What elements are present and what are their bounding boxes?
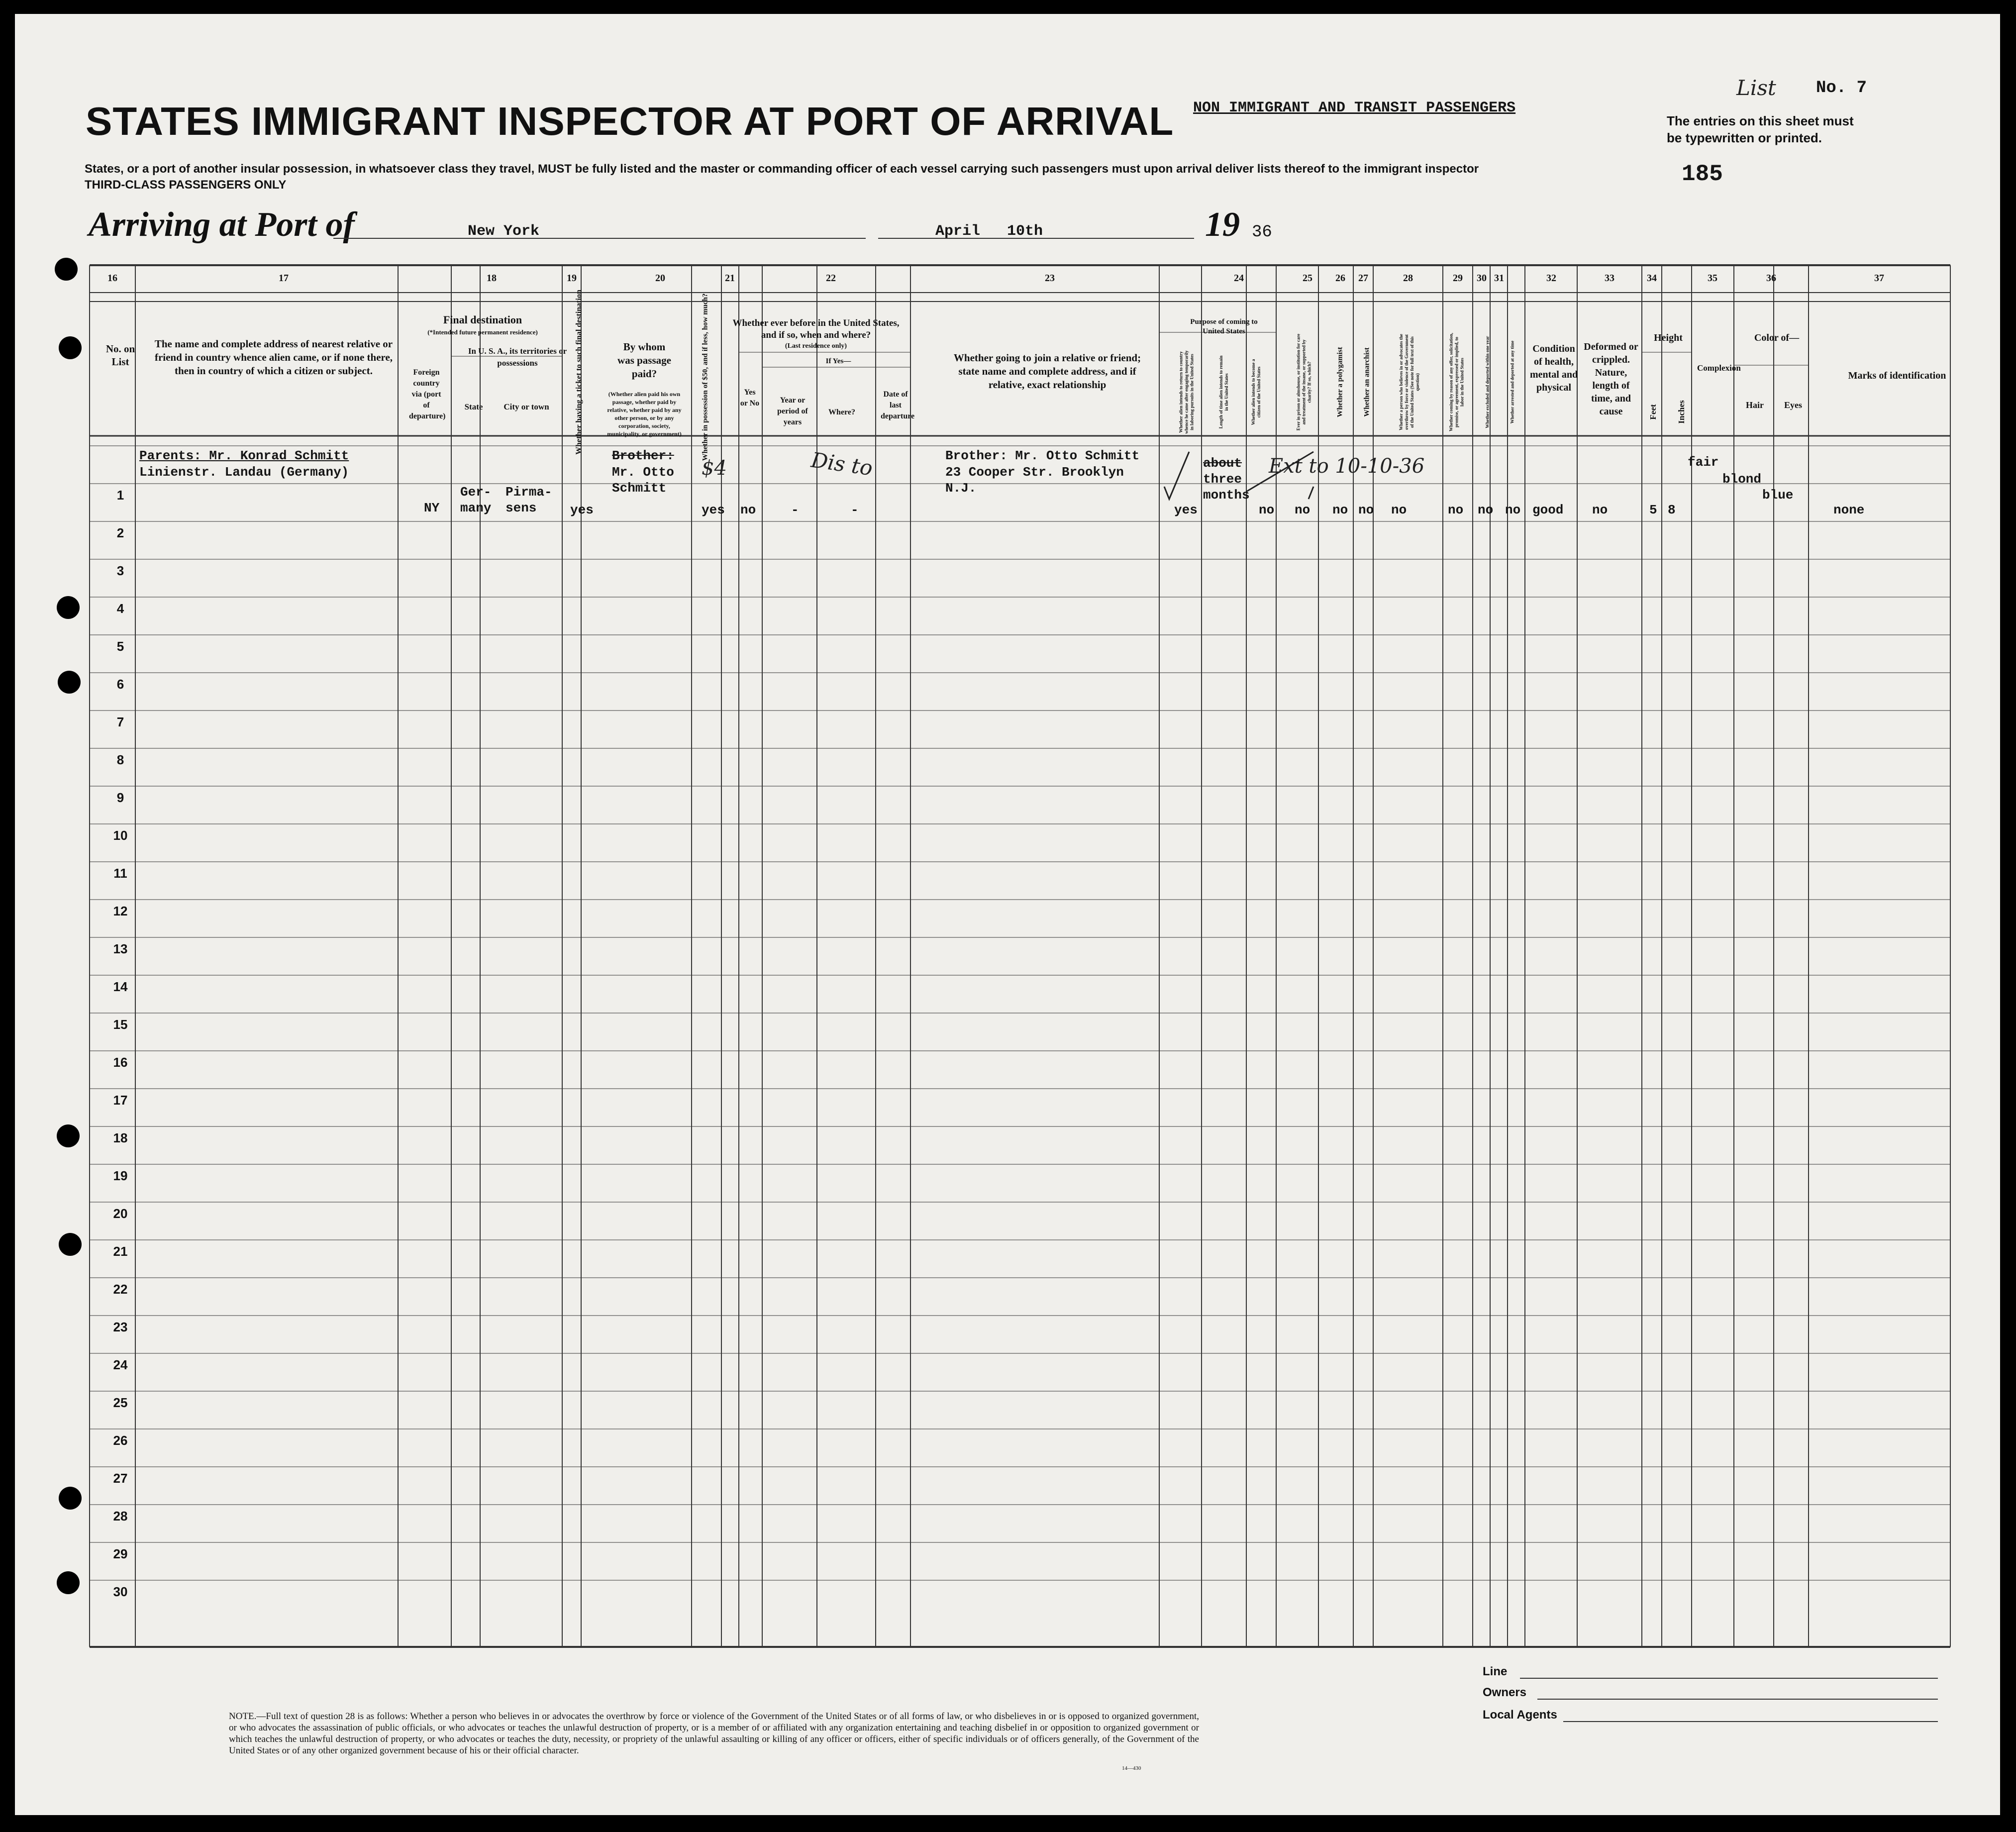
line-underline (1520, 1678, 1938, 1679)
header-feet: Feet (1648, 404, 1658, 420)
row-number: 9 (116, 790, 124, 805)
entry-city-line2: sens (505, 501, 537, 515)
header-q29: Whether coming by reason of any offer, solicitation, promise, or agreement, expressed or implied, to labor in the United States (1448, 332, 1465, 432)
row-number: 20 (113, 1206, 128, 1221)
form-number: 14—430 (1122, 1765, 1141, 1771)
column-number: 23 (1045, 273, 1055, 284)
header-if-yes: If Yes— (825, 357, 851, 365)
header-purpose-length: Length of time alien intends to remain in the United States (1218, 355, 1229, 429)
entry-eyes: blue (1762, 488, 1794, 503)
year-suffix: 36 (1252, 223, 1272, 242)
row-number: 15 (113, 1017, 128, 1032)
header-anarchist: Whether an anarchist (1363, 347, 1371, 417)
entry-length-line1: about (1203, 456, 1242, 471)
header-no-on-list: No. on List (105, 343, 135, 368)
column-number: 16 (107, 273, 117, 284)
entry-year-period: - (791, 503, 799, 517)
column-number: 18 (487, 273, 497, 284)
header-date-departure: Date of last departure (881, 390, 915, 420)
header-color-of: Color of— (1754, 332, 1800, 343)
port-value: New York (468, 223, 540, 240)
column-number: 26 (1335, 273, 1345, 284)
punch-hole (55, 258, 78, 281)
column-number: 22 (826, 273, 836, 284)
column-number: 19 (567, 273, 577, 284)
entry-join-line2: 23 Cooper Str. Brooklyn (945, 465, 1124, 480)
entry-q30: no (1478, 503, 1494, 517)
entry-foreign-country: NY (424, 501, 440, 515)
row-number: 29 (113, 1546, 128, 1561)
entry-polygamist: no (1332, 503, 1348, 517)
footer-note: NOTE.—Full text of question 28 is as follows: Whether a person who believes in or advocates the overthrow by force or violence of the Government of the United States or of all forms of law, or who disbelieves in or is opposed to organized government, or who advocates the assassination of public officials, or who advocates or teaches the unlawful destruction of property, or is a member of or affiliated with any organization entertaining and teaching disbelief in or opposition to organized government or which teaches the unlawful destruction of property, or who advocates or teaches the duty, necessity, or propriety of the unlawful assaulting or killing of any officer or officers, either of specific individuals or of officers generally, of the Government of the United States or of any other organized government because of his or their official character. (229, 1711, 1199, 1756)
agents-label: Local Agents (1483, 1708, 1557, 1722)
punch-hole (57, 596, 80, 619)
entry-join-line3: N.J. (945, 481, 977, 496)
entry-relative-line1: Parents: Mr. Konrad Schmitt (139, 448, 349, 463)
header-eyes: Eyes (1784, 400, 1802, 410)
header-possession-50: Whether in possession of $50, and if less, how much? (701, 293, 709, 461)
row-number: 26 (113, 1433, 128, 1448)
row-number: 17 (113, 1093, 128, 1108)
header-condition: Condition of health, mental and physical (1529, 343, 1578, 393)
date-underline (878, 238, 1194, 239)
entry-paid-line1: Brother: (612, 448, 674, 463)
entry-q28: no (1391, 503, 1407, 517)
third-class-label: THIRD-CLASS PASSENGERS ONLY (85, 178, 287, 192)
entry-hair: blond (1722, 472, 1762, 487)
header-yes-no: Yes or No (740, 388, 760, 407)
header-in-usa: In U. S. A., its territories or possessions (468, 346, 567, 368)
row-number: 5 (116, 639, 124, 654)
entry-deformed: no (1592, 503, 1608, 517)
row-number: 21 (113, 1244, 128, 1259)
row-number: 2 (116, 525, 124, 540)
entry-q31: no (1505, 503, 1521, 517)
row-number: 27 (113, 1471, 128, 1486)
punch-hole (59, 336, 82, 359)
header-by-whom: By whom was passage paid? (617, 341, 671, 380)
column-number: 24 (1234, 273, 1244, 284)
check-mark (1164, 452, 1189, 499)
entry-condition: good (1532, 503, 1564, 517)
manifest-sheet (15, 14, 2000, 1815)
owners-underline (1537, 1699, 1938, 1700)
column-number: 33 (1605, 273, 1614, 284)
list-number: No. 7 (1816, 79, 1867, 98)
punch-hole (59, 1487, 82, 1510)
entry-money: yes (702, 503, 725, 517)
row-number: 23 (113, 1320, 128, 1334)
header-by-whom-note: (Whether alien paid his own passage, whether paid by relative, whether paid by any other person, or by any corporation, society, municipality, or government) (607, 391, 682, 437)
header-going-to-join: Whether going to join a relative or friend; state name and complete address, and if relative, exact relationship (953, 352, 1141, 391)
header-prison: Ever in prison or almshouse, or institution for care and treatment of the insane, or supported by charity? If so, which? (1296, 333, 1312, 431)
entry-paid-line2: Mr. Otto (612, 465, 674, 480)
row-number: 3 (116, 563, 124, 578)
instruction-text: States, or a port of another insular possession, in whatsoever class they travel, MUST be fully listed and the master or commanding officer of each vessel carrying such passengers must upon arrival deliver lists thereof to the immigrant inspector (85, 162, 1479, 176)
date-value: April 10th (935, 223, 1043, 240)
header-city: City or town (504, 402, 549, 411)
arriving-label: Arriving at Port of (89, 205, 355, 244)
header-q28: Whether a person who believes in or advocates the overthrow by force or violence of the Government of the United States (See note for full text of this question) (1399, 334, 1420, 430)
table-grid (15, 14, 2000, 1815)
entry-ticket: yes (570, 503, 594, 517)
list-label: List (1736, 76, 1776, 100)
header-final-destination: Final destination (443, 313, 522, 326)
port-underline (333, 238, 866, 239)
entry-state-line1: Ger- (460, 485, 492, 500)
row-number: 28 (113, 1509, 128, 1524)
entry-inches: 8 (1668, 503, 1676, 517)
column-number: 28 (1403, 273, 1413, 284)
header-final-destination-note: (*Intended future permanent residence) (427, 328, 538, 336)
entry-city-line1: Pirma- (505, 485, 552, 500)
row-number: 13 (113, 941, 128, 956)
typewritten-note-2: be typewritten or printed. (1667, 130, 1822, 145)
header-ever-before: Whether ever before in the United States, and if so, when and where? (732, 318, 900, 340)
header-ticket: Whether having a ticket to such final destination (575, 290, 583, 455)
row-number: 10 (113, 828, 128, 843)
column-number: 17 (279, 273, 289, 284)
column-number: 34 (1647, 273, 1657, 284)
entry-anarchist: no (1358, 503, 1374, 517)
entry-return: yes (1174, 503, 1198, 517)
column-number: 27 (1358, 273, 1368, 284)
header-q31: Whether arrested and deported at any time (1510, 340, 1515, 424)
column-number: 21 (725, 273, 735, 284)
column-number: 37 (1874, 273, 1884, 284)
row-number: 30 (113, 1584, 128, 1599)
header-last-residence: (Last residence only) (785, 342, 847, 350)
entry-citizen: no (1259, 503, 1275, 517)
page-title: STATES IMMIGRANT INSPECTOR AT PORT OF ARRIVAL (86, 99, 1174, 143)
entry-relative-line2: Linienstr. Landau (Germany) (139, 465, 349, 480)
entry-money-note: $4 (702, 457, 727, 480)
tick-mark (1309, 487, 1313, 499)
column-number: 30 (1477, 273, 1487, 284)
header-height: Height (1654, 332, 1683, 343)
column-number: 20 (655, 273, 665, 284)
line-label: Line (1483, 1665, 1508, 1678)
header-q30: Whether excluded and deported within one year (1485, 336, 1490, 428)
row-number: 16 (113, 1055, 128, 1070)
row-number: 6 (116, 677, 124, 692)
row-number: 1 (116, 488, 124, 503)
typewritten-note-1: The entries on this sheet must (1667, 113, 1854, 128)
header-foreign-country: Foreign country via (port of departure) (409, 368, 446, 420)
header-where: Where? (828, 408, 855, 416)
row-number: 25 (113, 1395, 128, 1410)
entry-prison: no (1295, 503, 1310, 517)
row-number: 11 (113, 866, 127, 881)
column-number: 35 (1708, 273, 1717, 284)
entry-feet: 5 (1649, 503, 1657, 517)
entry-marks: none (1833, 503, 1865, 517)
column-number: 31 (1494, 273, 1504, 284)
entry-state-line2: many (460, 501, 492, 515)
header-purpose-citizen: Whether alien intends to become a citizen of the United States (1251, 359, 1261, 425)
entry-q29: no (1448, 503, 1464, 517)
header-nearest-relative: The name and complete address of nearest relative or friend in country whence alien came, or if none there, then in country of which a citizen or subject. (154, 338, 393, 377)
page-number: 185 (1682, 161, 1723, 187)
column-number: 36 (1766, 273, 1776, 284)
column-number: 32 (1546, 273, 1556, 284)
entry-ever-before: no (740, 503, 756, 517)
year-prefix: 19 (1205, 205, 1240, 244)
row-number: 18 (113, 1130, 128, 1145)
row-number: 22 (113, 1282, 128, 1297)
header-hair: Hair (1746, 400, 1764, 410)
row-number: 24 (113, 1357, 128, 1372)
entry-handwritten-note: Dis to (809, 447, 874, 481)
punch-hole (57, 1571, 80, 1594)
entry-complexion: fair (1688, 455, 1719, 470)
row-number: 12 (113, 904, 128, 918)
header-inches: Inches (1677, 400, 1686, 424)
punch-hole (58, 671, 81, 694)
column-number: 29 (1453, 273, 1463, 284)
row-number: 8 (116, 752, 124, 767)
header-deformed: Deformed or crippled. Nature, length of time, and cause (1584, 341, 1638, 417)
row-number: 14 (113, 979, 128, 994)
header-polygamist: Whether a polygamist (1336, 347, 1344, 417)
row-number: 19 (113, 1168, 128, 1183)
header-marks: Marks of identification (1848, 370, 1946, 381)
entry-length-line3: months (1203, 488, 1250, 503)
entry-length-line2: three (1203, 472, 1242, 487)
entry-join-line1: Brother: Mr. Otto Schmitt (945, 448, 1140, 463)
agents-underline (1563, 1721, 1938, 1722)
row-number: 4 (116, 601, 124, 616)
entry-paid-line3: Schmitt (612, 481, 667, 496)
header-complexion: Complexion (1697, 363, 1741, 373)
header-purpose-return: Whether alien intends to return to country whence he came after engaging temporarily in laboring pursuits in the United States (1178, 350, 1195, 434)
row-number: 7 (116, 714, 124, 729)
header-state: State (464, 402, 483, 411)
punch-hole (59, 1233, 82, 1256)
owners-label: Owners (1483, 1686, 1527, 1699)
column-number: 25 (1303, 273, 1312, 284)
entry-handwritten-date: Ext to 10-10-36 (1269, 455, 1425, 478)
transit-stamp: NON IMMIGRANT AND TRANSIT PASSENGERS (1193, 100, 1516, 116)
header-year-period: Year or period of years (777, 396, 808, 426)
header-purpose: Purpose of coming to United States (1190, 318, 1258, 335)
entry-where: - (851, 503, 859, 517)
punch-hole (57, 1124, 80, 1147)
